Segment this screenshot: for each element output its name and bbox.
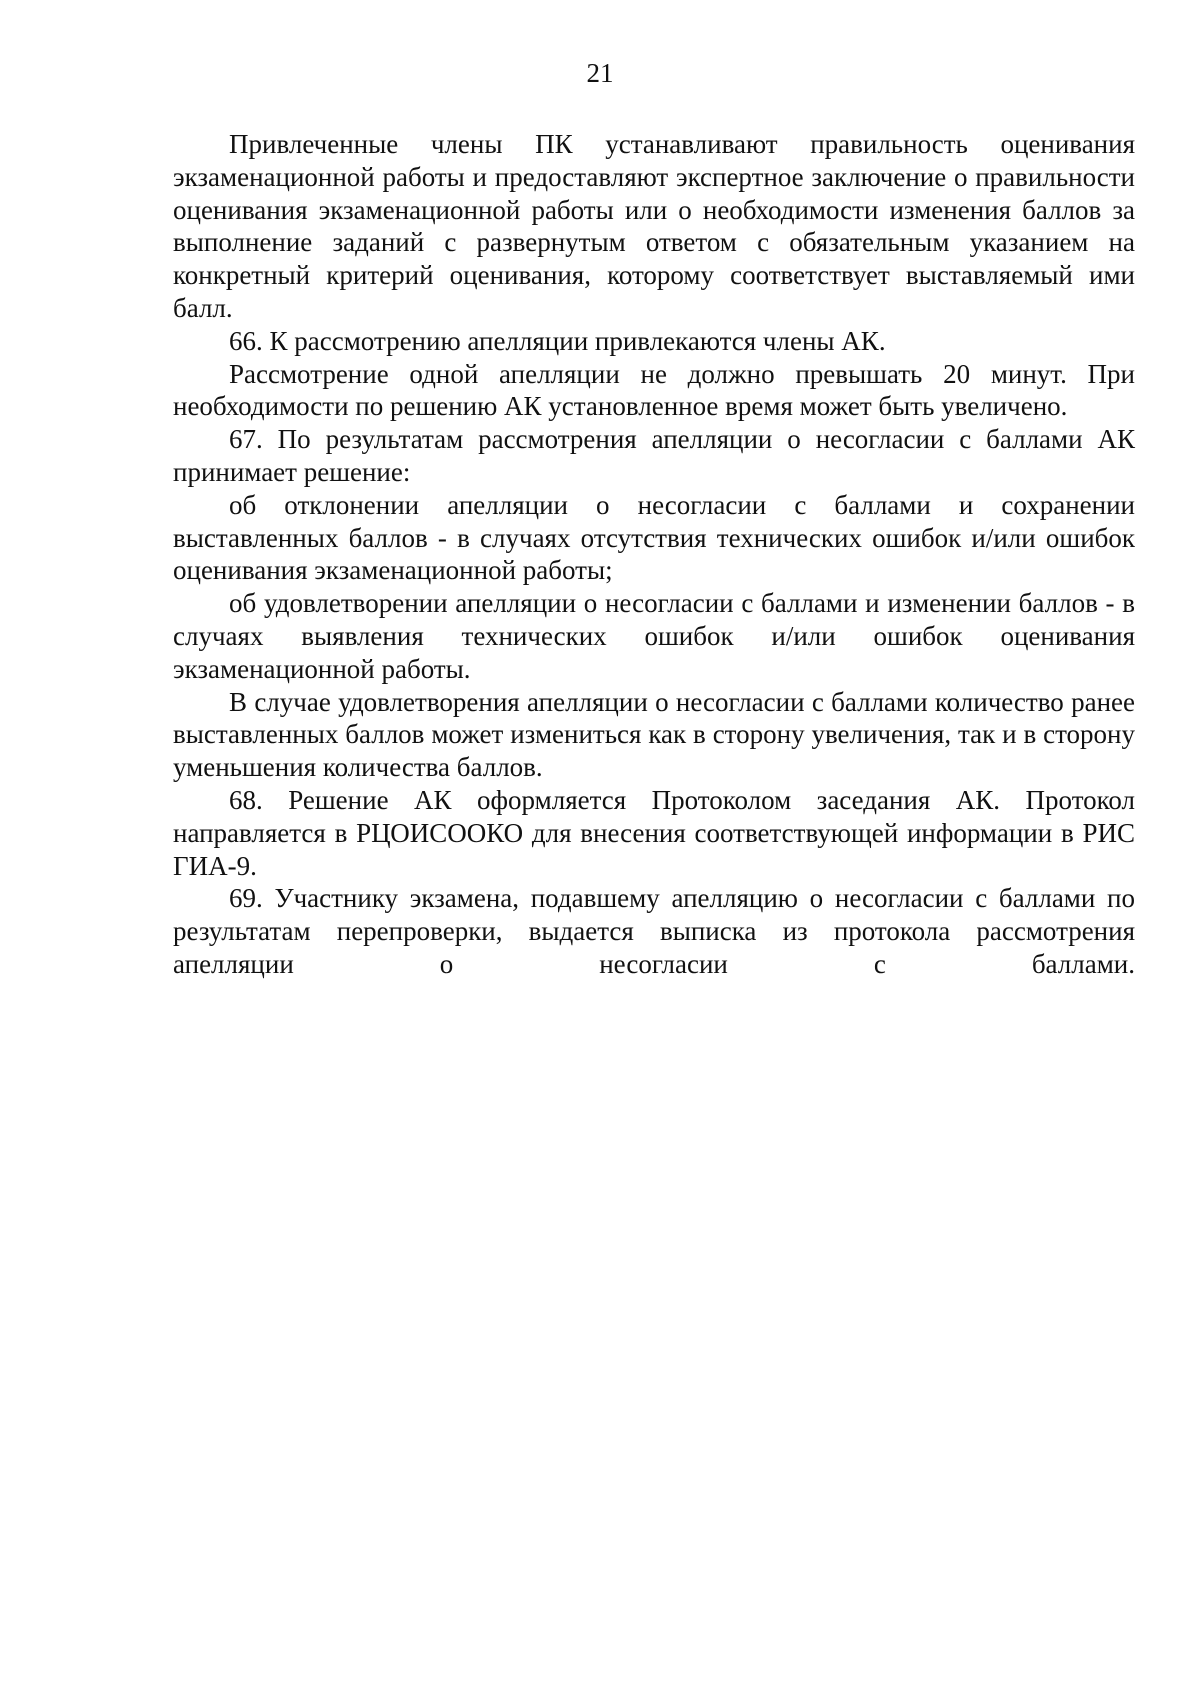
paragraph-expert-conclusion: Привлеченные члены ПК устанавливают правильность оценивания экзаменационной работы и предоставляют экспертное заключение о правильности оценивания экзаменационной работы или о необходимости изменения баллов за выполнение заданий с развернутым ответом с обязательным указанием на конкретный критерий оценивания, которому соответствует выставляемый ими балл. (173, 129, 1135, 323)
paragraph-69: 69. Участнику экзамена, подавшему апелляцию о несогласии с баллами по результатам перепроверки, выдается выписка из протокола рассмотрения апелляции о несогласии с баллами. (173, 883, 1135, 979)
document-body (173, 128, 1135, 981)
paragraph-66: 66. К рассмотрению апелляции привлекаются члены АК. (229, 325, 886, 356)
paragraph-68: 68. Решение АК оформляется Протоколом заседания АК. Протокол направляется в РЦОИСООКО для внесения соответствующей информации в РИС ГИА-9. (173, 784, 1135, 881)
paragraph-67: 67. По результатам рассмотрения апелляции о несогласии с баллами АК принимает решение: (173, 424, 1135, 487)
paragraph-score-change: В случае удовлетворения апелляции о несогласии с баллами количество ранее выставленных баллов может измениться как в сторону увеличения, так и в сторону уменьшения количества баллов. (173, 686, 1135, 783)
paragraph-rejection: об отклонении апелляции о несогласии с баллами и сохранении выставленных баллов - в случаях отсутствия технических ошибок и/или ошибок оценивания экзаменационной работы; (173, 489, 1135, 586)
paragraph-satisfaction: об удовлетворении апелляции о несогласии с баллами и изменении баллов - в случаях выявления технических ошибок и/или ошибок оценивания экзаменационной работы. (173, 588, 1135, 684)
paragraph-review-duration: Рассмотрение одной апелляции не должно превышать 20 минут. При необходимости по решению АК установленное время может быть увеличено. (173, 358, 1135, 422)
page-number: 21 (586, 58, 614, 88)
